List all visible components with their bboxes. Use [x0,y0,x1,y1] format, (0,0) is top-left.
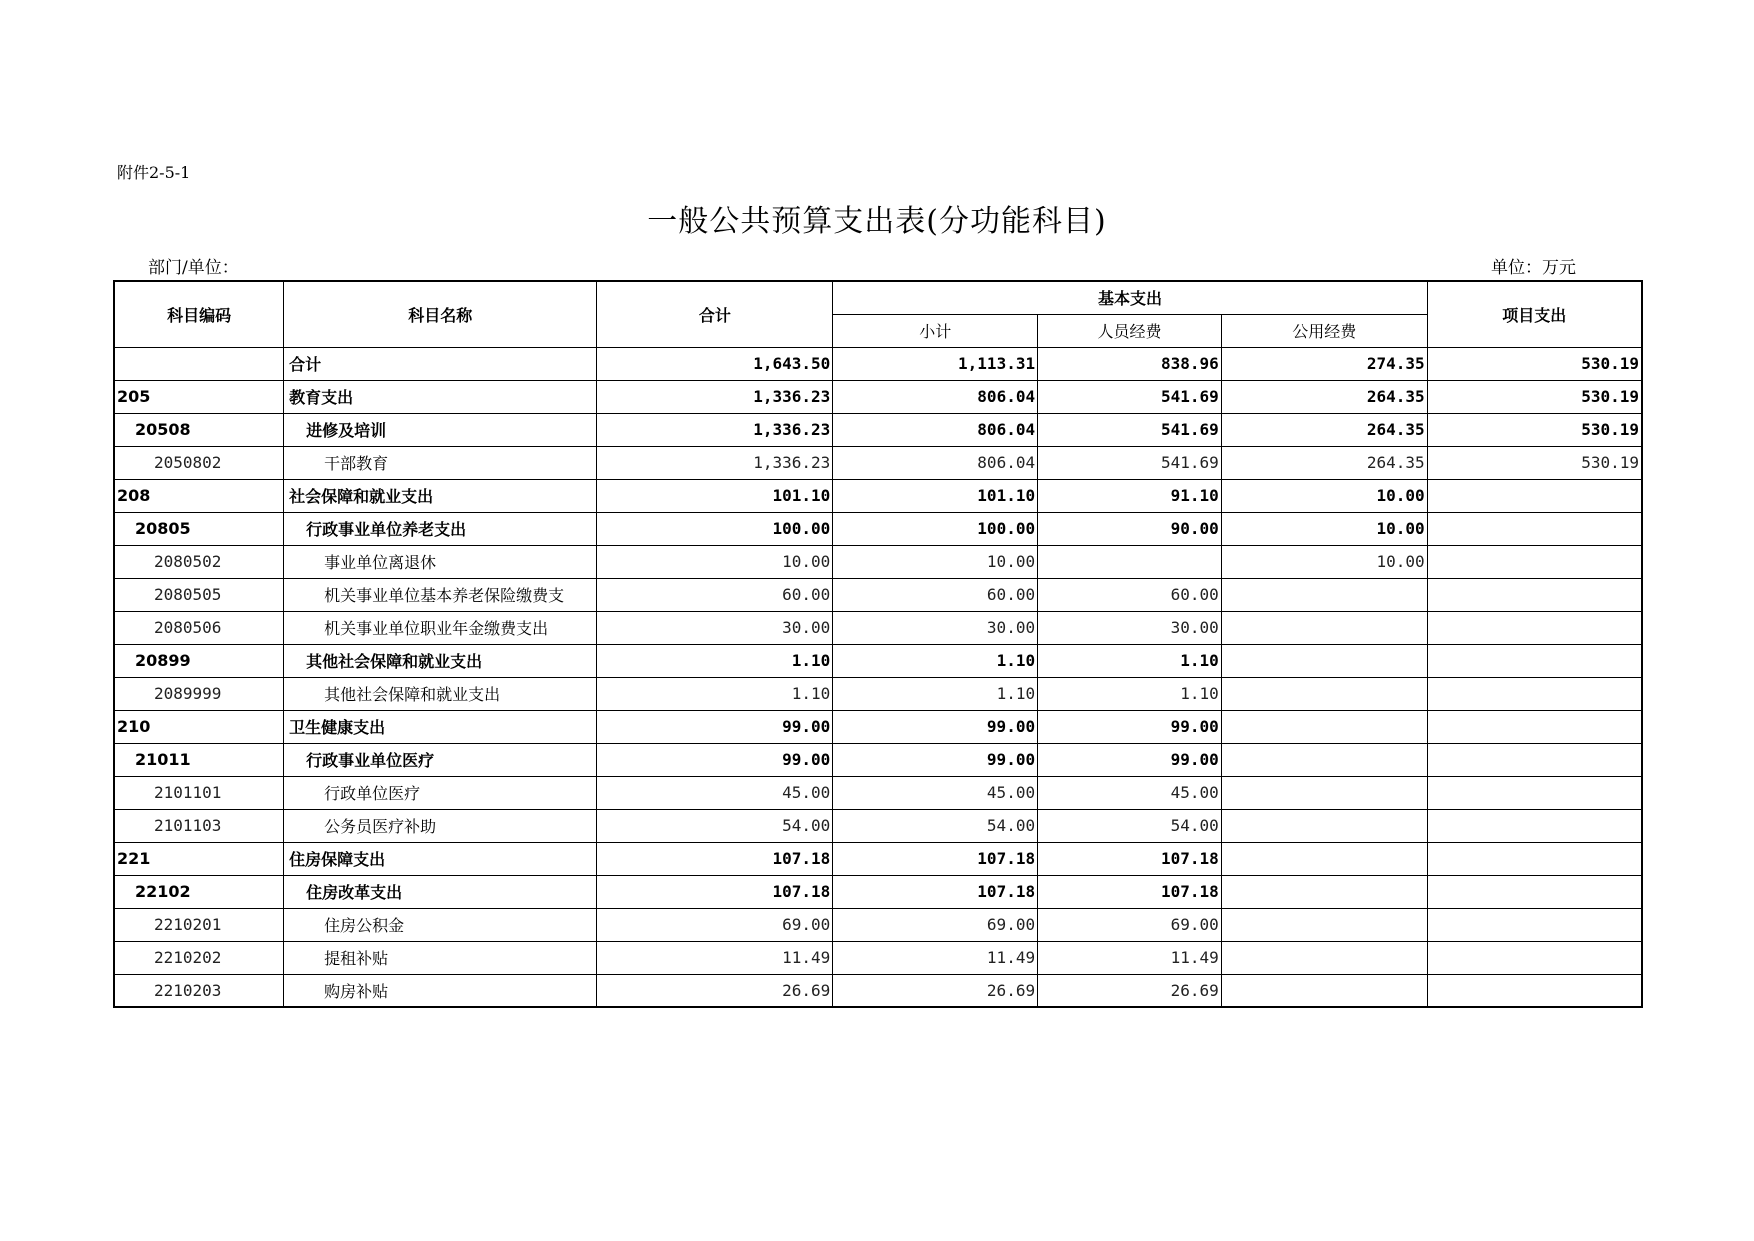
cell-public [1221,644,1427,677]
table-row [114,413,1642,446]
cell-public [1221,908,1427,941]
cell-code: 2210201 [114,908,284,941]
cell-subtotal: 99.00 [833,710,1038,743]
cell-code: 20899 [114,644,284,677]
cell-subtotal: 107.18 [833,842,1038,875]
cell-personnel: 26.69 [1038,974,1222,1007]
table-row [114,578,1642,611]
cell-total: 99.00 [597,710,833,743]
cell-public [1221,809,1427,842]
cell-total: 11.49 [597,941,833,974]
cell-total: 1,336.23 [597,380,833,413]
cell-subtotal: 806.04 [833,380,1038,413]
table-row [114,776,1642,809]
attachment-label: 附件2-5-1 [117,163,191,182]
cell-subtotal: 806.04 [833,446,1038,479]
cell-total: 69.00 [597,908,833,941]
cell-code: 2210202 [114,941,284,974]
table-row [114,347,1642,380]
table-row [114,479,1642,512]
cell-public: 264.35 [1221,413,1427,446]
header-subtotal: 小计 [833,314,1038,347]
cell-name: 行政单位医疗 [284,776,597,809]
cell-subtotal: 1.10 [833,677,1038,710]
table-row [114,842,1642,875]
table-row [114,545,1642,578]
cell-code: 21011 [114,743,284,776]
cell-subtotal: 26.69 [833,974,1038,1007]
cell-code: 221 [114,842,284,875]
cell-project [1427,479,1642,512]
cell-personnel [1038,545,1222,578]
cell-total: 1.10 [597,677,833,710]
cell-project [1427,644,1642,677]
cell-subtotal: 10.00 [833,545,1038,578]
cell-subtotal: 1.10 [833,644,1038,677]
cell-total: 10.00 [597,545,833,578]
cell-personnel: 1.10 [1038,677,1222,710]
cell-personnel: 99.00 [1038,710,1222,743]
cell-name: 公务员医疗补助 [284,809,597,842]
cell-public: 10.00 [1221,512,1427,545]
unit-label: 单位：万元 [1491,258,1576,278]
cell-personnel: 1.10 [1038,644,1222,677]
header-name: 科目名称 [284,281,597,347]
table-row [114,644,1642,677]
budget-table [113,280,1643,1008]
header-total: 合计 [597,281,833,347]
header-code: 科目编码 [114,281,284,347]
cell-total: 1,643.50 [597,347,833,380]
cell-name: 住房改革支出 [284,875,597,908]
cell-project: 530.19 [1427,347,1642,380]
cell-personnel: 107.18 [1038,842,1222,875]
cell-code [114,347,284,380]
cell-name: 其他社会保障和就业支出 [284,677,597,710]
cell-name: 住房公积金 [284,908,597,941]
cell-name: 机关事业单位职业年金缴费支出 [284,611,597,644]
cell-code: 2050802 [114,446,284,479]
cell-personnel: 541.69 [1038,380,1222,413]
cell-project [1427,842,1642,875]
cell-project [1427,941,1642,974]
cell-subtotal: 54.00 [833,809,1038,842]
cell-code: 20805 [114,512,284,545]
cell-total: 45.00 [597,776,833,809]
cell-code: 2101101 [114,776,284,809]
cell-subtotal: 1,113.31 [833,347,1038,380]
cell-personnel: 54.00 [1038,809,1222,842]
table-row [114,512,1642,545]
department-label: 部门/单位： [148,258,239,278]
header-public: 公用经费 [1221,314,1427,347]
cell-public [1221,974,1427,1007]
cell-code: 2089999 [114,677,284,710]
cell-subtotal: 99.00 [833,743,1038,776]
cell-name: 事业单位离退休 [284,545,597,578]
cell-personnel: 541.69 [1038,413,1222,446]
header-personnel: 人员经费 [1038,314,1222,347]
cell-name: 其他社会保障和就业支出 [284,644,597,677]
cell-name: 购房补贴 [284,974,597,1007]
cell-public [1221,743,1427,776]
cell-code: 205 [114,380,284,413]
cell-name: 行政事业单位医疗 [284,743,597,776]
header-project: 项目支出 [1427,281,1642,347]
cell-name: 合计 [284,347,597,380]
cell-total: 30.00 [597,611,833,644]
table-row [114,446,1642,479]
cell-public [1221,710,1427,743]
cell-project [1427,677,1642,710]
cell-public: 264.35 [1221,380,1427,413]
cell-personnel: 45.00 [1038,776,1222,809]
cell-total: 26.69 [597,974,833,1007]
table-row [114,611,1642,644]
table-row [114,677,1642,710]
cell-subtotal: 101.10 [833,479,1038,512]
cell-subtotal: 60.00 [833,578,1038,611]
cell-project: 530.19 [1427,413,1642,446]
cell-public: 10.00 [1221,545,1427,578]
cell-public [1221,776,1427,809]
cell-personnel: 30.00 [1038,611,1222,644]
table-row [114,974,1642,1007]
cell-personnel: 99.00 [1038,743,1222,776]
cell-name: 机关事业单位基本养老保险缴费支 [284,578,597,611]
table-body [114,347,1642,1007]
cell-subtotal: 100.00 [833,512,1038,545]
cell-name: 卫生健康支出 [284,710,597,743]
table-row [114,710,1642,743]
table-row [114,941,1642,974]
cell-subtotal: 30.00 [833,611,1038,644]
cell-code: 2101103 [114,809,284,842]
cell-personnel: 107.18 [1038,875,1222,908]
cell-project [1427,974,1642,1007]
header-basic: 基本支出 [833,281,1427,314]
cell-public [1221,578,1427,611]
cell-total: 1.10 [597,644,833,677]
cell-name: 干部教育 [284,446,597,479]
cell-project [1427,611,1642,644]
cell-project [1427,908,1642,941]
cell-project [1427,578,1642,611]
cell-total: 101.10 [597,479,833,512]
cell-public: 264.35 [1221,446,1427,479]
cell-code: 2080502 [114,545,284,578]
cell-total: 1,336.23 [597,446,833,479]
cell-public [1221,677,1427,710]
cell-personnel: 91.10 [1038,479,1222,512]
cell-personnel: 60.00 [1038,578,1222,611]
cell-public: 10.00 [1221,479,1427,512]
cell-project [1427,743,1642,776]
cell-public [1221,611,1427,644]
cell-name: 进修及培训 [284,413,597,446]
cell-total: 99.00 [597,743,833,776]
cell-project [1427,710,1642,743]
table-row [114,908,1642,941]
cell-project [1427,545,1642,578]
cell-public [1221,875,1427,908]
cell-public [1221,842,1427,875]
cell-name: 行政事业单位养老支出 [284,512,597,545]
cell-personnel: 11.49 [1038,941,1222,974]
table-row [114,380,1642,413]
page-title: 一般公共预算支出表(分功能科目) [647,204,1107,239]
cell-project: 530.19 [1427,380,1642,413]
cell-name: 社会保障和就业支出 [284,479,597,512]
cell-total: 60.00 [597,578,833,611]
cell-subtotal: 806.04 [833,413,1038,446]
cell-code: 2080505 [114,578,284,611]
cell-public: 274.35 [1221,347,1427,380]
cell-project: 530.19 [1427,446,1642,479]
cell-code: 210 [114,710,284,743]
cell-personnel: 541.69 [1038,446,1222,479]
cell-code: 2210203 [114,974,284,1007]
cell-code: 20508 [114,413,284,446]
cell-project [1427,809,1642,842]
cell-project [1427,512,1642,545]
cell-personnel: 838.96 [1038,347,1222,380]
cell-total: 54.00 [597,809,833,842]
cell-total: 100.00 [597,512,833,545]
cell-personnel: 90.00 [1038,512,1222,545]
cell-subtotal: 45.00 [833,776,1038,809]
cell-total: 107.18 [597,842,833,875]
cell-public [1221,941,1427,974]
cell-code: 2080506 [114,611,284,644]
cell-code: 208 [114,479,284,512]
table-row [114,809,1642,842]
cell-total: 107.18 [597,875,833,908]
cell-code: 22102 [114,875,284,908]
table-row [114,743,1642,776]
cell-name: 教育支出 [284,380,597,413]
cell-project [1427,875,1642,908]
cell-name: 住房保障支出 [284,842,597,875]
cell-name: 提租补贴 [284,941,597,974]
cell-subtotal: 11.49 [833,941,1038,974]
table-row [114,875,1642,908]
cell-project [1427,776,1642,809]
cell-subtotal: 69.00 [833,908,1038,941]
cell-total: 1,336.23 [597,413,833,446]
cell-personnel: 69.00 [1038,908,1222,941]
cell-subtotal: 107.18 [833,875,1038,908]
